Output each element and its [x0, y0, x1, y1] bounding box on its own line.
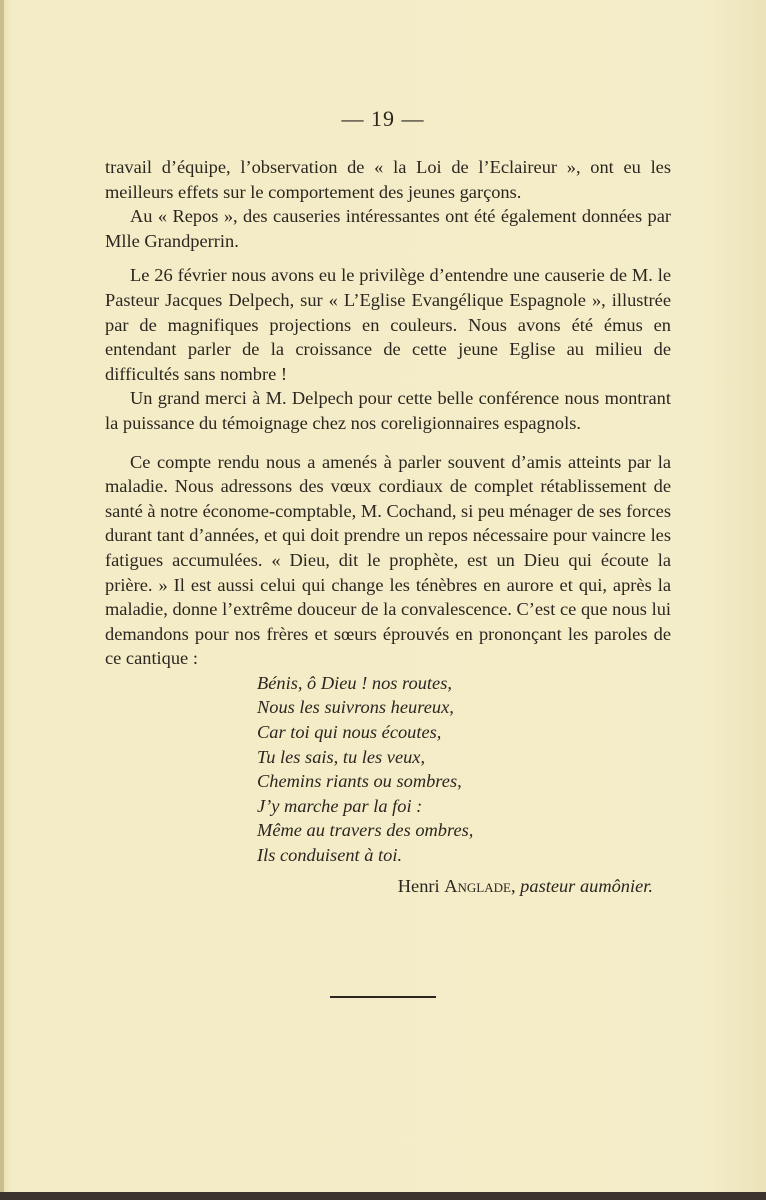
signature-first-name: Henri — [397, 875, 440, 896]
page-number: — 19 — — [341, 106, 425, 131]
verse-line: J’y marche par la foi : — [257, 795, 423, 816]
verse-line: Nous les suivrons heureux, — [257, 697, 454, 718]
paragraph-3: Le 26 février nous avons eu le privilège d’entendre une causerie de M. le Pasteur Jacques Delpech, sur « L’Eglise Evangélique Espagnole », illustrée par de magnifiques projections en couleurs. Nous avons été émus en entendant parler de la croissance de cette jeune Eglise au milieu de difficultés sans nombre ! — [105, 265, 671, 384]
verse-line: Tu les sais, tu les veux, — [257, 746, 426, 767]
paragraph-2: Au « Repos », des causeries intéressantes ont été également données par Mlle Grandperrin. — [105, 206, 671, 251]
paragraph-4: Un grand merci à M. Delpech pour cette belle conférence nous montrant la puissance du témoignage chez nos coreligionnaires espagnols. — [105, 388, 671, 433]
page-edge — [0, 0, 4, 1200]
paragraph-5: Ce compte rendu nous a amenés à parler souvent d’amis atteints par la maladie. Nous adressons des vœux cordiaux de complet rétablissement de santé à notre économe-comptable, M. Cochand, si peu ménager de ses forces durant tant d’années, et qui doit prendre un repos nécessaire pour vaincre les fatigues accumulées. « Dieu, dit le prophète, est un Dieu qui écoute la prière. » Il est aussi celui qui change les ténèbres en aurore et qui, après la maladie, donne l’extrême douceur de la convalescence. C’est ce que nous lui demandons pour nos frères et sœurs éprouvés en prononçant les paroles de ce cantique : — [105, 451, 671, 669]
section-divider — [330, 996, 436, 998]
paragraph-1: travail d’équipe, l’observation de « la Loi de l’Eclaireur », ont eu les meilleurs effets sur le comportement des jeunes garçons. — [105, 157, 671, 202]
verse-line: Chemins riants ou sombres, — [257, 771, 462, 792]
body-text — [105, 155, 671, 898]
hymn-verse — [105, 671, 671, 868]
verse-line: Même au travers des ombres, — [257, 820, 474, 841]
scan-bottom-edge — [0, 1192, 766, 1200]
signature-last-name: Anglade, — [444, 875, 516, 896]
signature-title: pasteur aumônier. — [520, 875, 653, 896]
verse-line: Ils conduisent à toi. — [257, 845, 403, 866]
verse-line: Bénis, ô Dieu ! nos routes, — [257, 672, 452, 693]
verse-line: Car toi qui nous écoutes, — [257, 722, 442, 743]
signature — [105, 874, 671, 899]
